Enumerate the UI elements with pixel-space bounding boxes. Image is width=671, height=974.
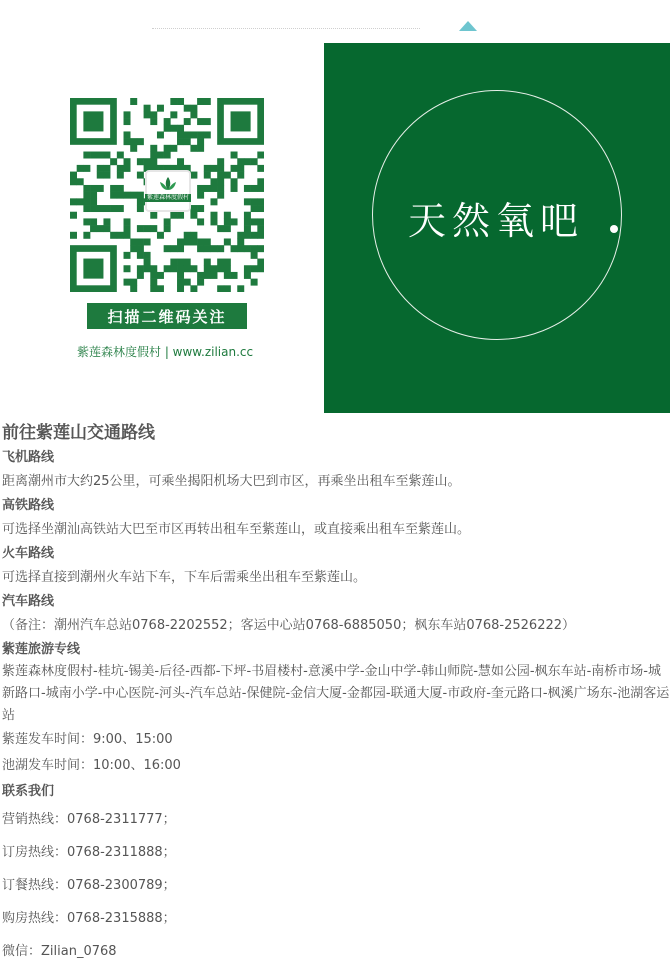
transport-info <box>2 421 670 968</box>
tour-line-route: 紫莲森林度假村-桂坑-锡美-后径-西都-下坪-书眉楼村-意溪中学-金山中学-韩山师院-慧如公园-枫东车站-南桥市场-城新路口-城南小学-中心医院-河头-汽车总站-保健院-金信大厦-金都园-联通大厦-市政府-奎元路口-枫溪广场东-池湖客运站 <box>2 664 670 723</box>
qr-code <box>70 98 264 292</box>
plane-route-text: 距离潮州市大约25公里，可乘坐揭阳机场大巴到市区，再乘坐出租车至紫莲山。 <box>2 474 461 489</box>
slogan-dot <box>610 225 618 233</box>
slogan-text: 天然氧吧 <box>408 199 585 243</box>
house-hotline: 购房热线：0768-2315888； <box>2 911 176 926</box>
dining-hotline: 订餐热线：0768-2300789； <box>2 878 176 893</box>
qr-logo-text: 紫莲森林度假村 <box>147 194 190 201</box>
brand-website[interactable]: 紫莲森林度假村 | www.zilian.cc <box>77 345 254 359</box>
train-route-text: 可选择直接到潮州火车站下车，下车后需乘坐出租车至紫莲山。 <box>2 570 367 585</box>
bus-route-title: 汽车路线 <box>2 594 55 609</box>
sales-hotline: 营销热线：0768-2311777； <box>2 812 176 827</box>
top-divider <box>152 28 420 29</box>
tour-line-title: 紫莲旅游专线 <box>2 642 81 657</box>
slogan-banner <box>324 43 670 413</box>
train-route-title: 火车路线 <box>2 546 55 561</box>
depart-time-zilian: 紫莲发车时间：9:00、15:00 <box>2 732 173 747</box>
qr-center-logo <box>145 170 191 212</box>
depart-time-chihu: 池湖发车时间：10:00、16:00 <box>2 758 181 773</box>
booking-hotline: 订房热线：0768-2311888； <box>2 845 176 860</box>
plane-route-title: 飞机路线 <box>2 450 55 465</box>
lotus-icon <box>157 175 179 193</box>
wechat-id: 微信：Zilian_0768 <box>2 944 117 959</box>
rail-route-text: 可选择坐潮汕高铁站大巴至市区再转出租车至紫莲山，或直接乘出租车至紫莲山。 <box>2 522 471 537</box>
scan-qr-label: 扫描二维码关注 <box>87 303 247 329</box>
contact-title: 联系我们 <box>2 784 55 799</box>
transport-title: 前往紫莲山交通路线 <box>2 423 155 443</box>
bus-route-text: （备注：潮州汽车总站0768-2202552；客运中心站0768-6885050；枫东车站0768-2526222） <box>2 618 576 633</box>
rail-route-title: 高铁路线 <box>2 498 55 513</box>
back-to-top-arrow-icon[interactable] <box>459 21 477 31</box>
